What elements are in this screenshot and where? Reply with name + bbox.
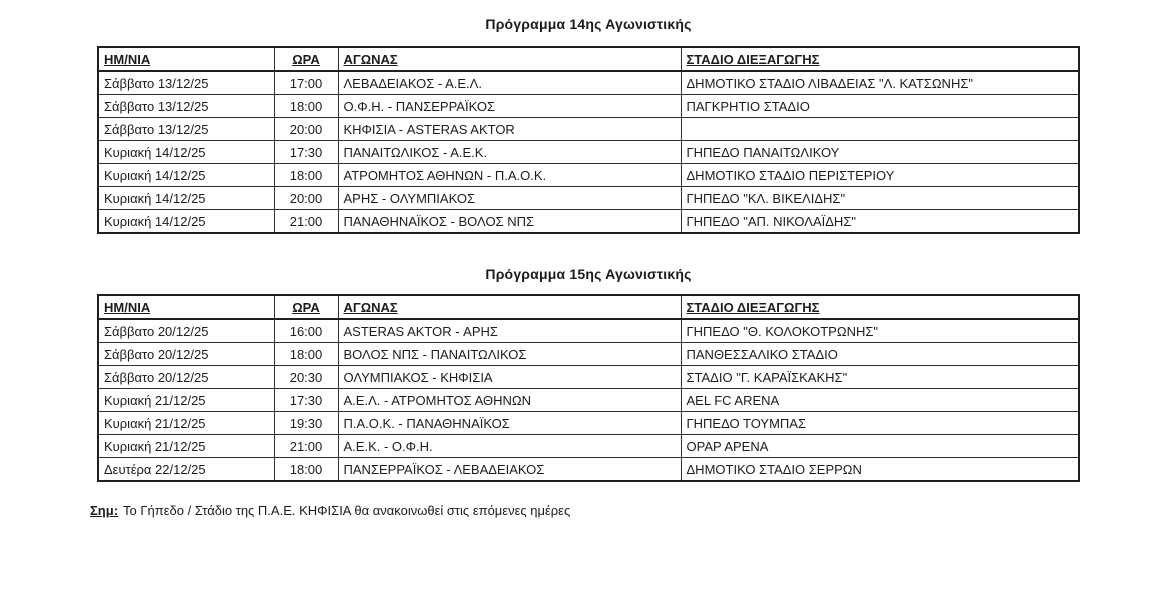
time-cell: 17:30 — [274, 389, 338, 412]
match-cell: ΚΗΦΙΣΙΑ - ASTERAS AKTOR — [338, 118, 681, 141]
column-header: ΣΤΑΔΙΟ ΔΙΕΞΑΓΩΓΗΣ — [681, 295, 1079, 319]
match-row — [98, 319, 1079, 343]
match-row — [98, 164, 1079, 187]
date-cell: Σάββατο 20/12/25 — [98, 366, 274, 389]
matchday-15-title: Πρόγραμμα 15ης Αγωνιστικής — [485, 266, 692, 282]
time-cell: 20:30 — [274, 366, 338, 389]
column-header: ΑΓΩΝΑΣ — [338, 295, 681, 319]
note-text: Το Γήπεδο / Στάδιο της Π.Α.Ε. ΚΗΦΙΣΙΑ θα ανακοινωθεί στις επόμενες ημέρες — [123, 503, 571, 518]
match-cell: ΑΡΗΣ - ΟΛΥΜΠΙΑΚΟΣ — [338, 187, 681, 210]
match-row — [98, 141, 1079, 164]
matchday-14-title: Πρόγραμμα 14ης Αγωνιστικής — [485, 16, 692, 32]
match-cell: Π.Α.Ο.Κ. - ΠΑΝΑΘΗΝΑΪΚΟΣ — [338, 412, 681, 435]
stadium-cell: ΠΑΝΘΕΣΣΑΛΙΚΟ ΣΤΑΔΙΟ — [681, 343, 1079, 366]
note-label: Σημ: — [90, 503, 119, 518]
match-row — [98, 389, 1079, 412]
time-cell: 21:00 — [274, 435, 338, 458]
column-header: ΩΡΑ — [274, 295, 338, 319]
time-cell: 18:00 — [274, 164, 338, 187]
match-row — [98, 95, 1079, 118]
time-cell: 19:30 — [274, 412, 338, 435]
stadium-cell: ΟΡΑΡ ΑΡΕΝΑ — [681, 435, 1079, 458]
match-cell: ΑΤΡΟΜΗΤΟΣ ΑΘΗΝΩΝ - Π.Α.Ο.Κ. — [338, 164, 681, 187]
time-cell: 20:00 — [274, 118, 338, 141]
match-row — [98, 118, 1079, 141]
date-cell: Σάββατο 20/12/25 — [98, 319, 274, 343]
date-cell: Σάββατο 20/12/25 — [98, 343, 274, 366]
time-cell: 20:00 — [274, 187, 338, 210]
match-row — [98, 187, 1079, 210]
stadium-cell: ΣΤΑΔΙΟ "Γ. ΚΑΡΑΪΣΚΑΚΗΣ" — [681, 366, 1079, 389]
date-cell: Κυριακή 21/12/25 — [98, 389, 274, 412]
stadium-cell: ΓΗΠΕΔΟ ΤΟΥΜΠΑΣ — [681, 412, 1079, 435]
match-cell: Ο.Φ.Η. - ΠΑΝΣΕΡΡΑΪΚΟΣ — [338, 95, 681, 118]
match-row — [98, 210, 1079, 234]
date-cell: Σάββατο 13/12/25 — [98, 118, 274, 141]
time-cell: 18:00 — [274, 343, 338, 366]
header-row — [98, 295, 1079, 319]
time-cell: 18:00 — [274, 458, 338, 482]
kifisia-stadium-note — [90, 503, 570, 518]
match-cell: ΠΑΝΑΘΗΝΑΪΚΟΣ - ΒΟΛΟΣ ΝΠΣ — [338, 210, 681, 234]
stadium-cell: ΔΗΜΟΤΙΚΟ ΣΤΑΔΙΟ ΠΕΡΙΣΤΕΡΙΟΥ — [681, 164, 1079, 187]
stadium-cell: ΓΗΠΕΔΟ ΠΑΝΑΙΤΩΛΙΚΟΥ — [681, 141, 1079, 164]
column-header: ΗΜ/ΝΙΑ — [98, 295, 274, 319]
match-row — [98, 366, 1079, 389]
match-cell: Α.Ε.Κ. - Ο.Φ.Η. — [338, 435, 681, 458]
match-cell: Α.Ε.Λ. - ΑΤΡΟΜΗΤΟΣ ΑΘΗΝΩΝ — [338, 389, 681, 412]
stadium-cell: ΓΗΠΕΔΟ "Θ. ΚΟΛΟΚΟΤΡΩΝΗΣ" — [681, 319, 1079, 343]
stadium-cell: ΓΗΠΕΔΟ "ΑΠ. ΝΙΚΟΛΑΪΔΗΣ" — [681, 210, 1079, 234]
stadium-cell: ΔΗΜΟΤΙΚΟ ΣΤΑΔΙΟ ΣΕΡΡΩΝ — [681, 458, 1079, 482]
column-header: ΗΜ/ΝΙΑ — [98, 47, 274, 71]
match-cell: ΟΛΥΜΠΙΑΚΟΣ - ΚΗΦΙΣΙΑ — [338, 366, 681, 389]
time-cell: 16:00 — [274, 319, 338, 343]
time-cell: 21:00 — [274, 210, 338, 234]
match-row — [98, 412, 1079, 435]
date-cell: Κυριακή 14/12/25 — [98, 210, 274, 234]
column-header: ΣΤΑΔΙΟ ΔΙΕΞΑΓΩΓΗΣ — [681, 47, 1079, 71]
match-row — [98, 71, 1079, 95]
match-row — [98, 458, 1079, 482]
date-cell: Κυριακή 14/12/25 — [98, 164, 274, 187]
date-cell: Σάββατο 13/12/25 — [98, 71, 274, 95]
match-cell: ΛΕΒΑΔΕΙΑΚΟΣ - Α.Ε.Λ. — [338, 71, 681, 95]
column-header: ΩΡΑ — [274, 47, 338, 71]
date-cell: Κυριακή 21/12/25 — [98, 412, 274, 435]
date-cell: Κυριακή 14/12/25 — [98, 141, 274, 164]
time-cell: 17:30 — [274, 141, 338, 164]
match-row — [98, 343, 1079, 366]
date-cell: Σάββατο 13/12/25 — [98, 95, 274, 118]
match-row — [98, 435, 1079, 458]
match-cell: ΠΑΝΑΙΤΩΛΙΚΟΣ - Α.Ε.Κ. — [338, 141, 681, 164]
match-cell: ΒΟΛΟΣ ΝΠΣ - ΠΑΝΑΙΤΩΛΙΚΟΣ — [338, 343, 681, 366]
match-cell: ΠΑΝΣΕΡΡΑΪΚΟΣ - ΛΕΒΑΔΕΙΑΚΟΣ — [338, 458, 681, 482]
stadium-cell — [681, 118, 1079, 141]
stadium-cell: ΠΑΓΚΡΗΤΙΟ ΣΤΑΔΙΟ — [681, 95, 1079, 118]
time-cell: 17:00 — [274, 71, 338, 95]
matchday-14-schedule-table — [97, 46, 1080, 234]
matchday-15-schedule-table — [97, 294, 1080, 482]
stadium-cell: ΔΗΜΟΤΙΚΟ ΣΤΑΔΙΟ ΛΙΒΑΔΕΙΑΣ "Λ. ΚΑΤΣΩΝΗΣ" — [681, 71, 1079, 95]
match-cell: ASTERAS AKTOR - ΑΡΗΣ — [338, 319, 681, 343]
date-cell: Κυριακή 21/12/25 — [98, 435, 274, 458]
stadium-cell: ΓΗΠΕΔΟ "ΚΛ. ΒΙΚΕΛΙΔΗΣ" — [681, 187, 1079, 210]
column-header: ΑΓΩΝΑΣ — [338, 47, 681, 71]
stadium-cell: AEL FC ARENA — [681, 389, 1079, 412]
date-cell: Κυριακή 14/12/25 — [98, 187, 274, 210]
header-row — [98, 47, 1079, 71]
time-cell: 18:00 — [274, 95, 338, 118]
date-cell: Δευτέρα 22/12/25 — [98, 458, 274, 482]
